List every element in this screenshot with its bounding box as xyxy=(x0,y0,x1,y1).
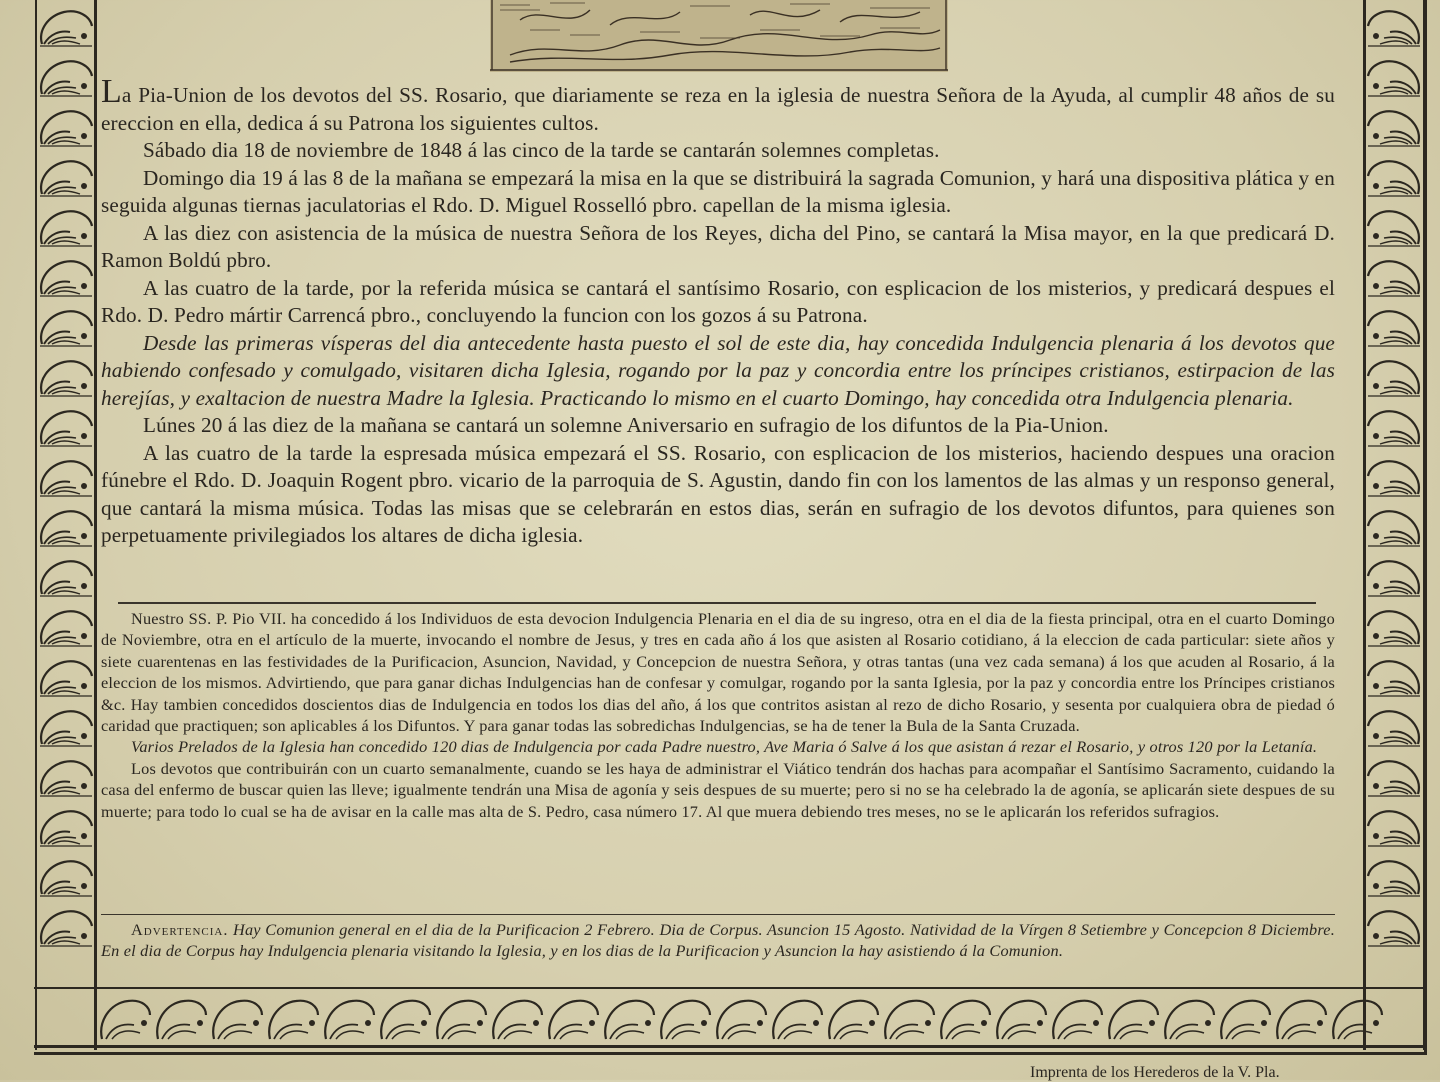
paragraph-monday: Lúnes 20 á las diez de la mañana se cantará un solemne Aniversario en sufragio de los difuntos de la Pia-Union. xyxy=(143,413,1109,437)
printer-credit: Imprenta de los Herederos de la V. Pla. xyxy=(1030,1064,1280,1081)
drop-cap: L xyxy=(101,73,122,110)
note-papal-indulgences: Nuestro SS. P. Pio VII. ha concedido á los Individuos de esta devocion Indulgencia Plenaria en el dia de su ingreso, otra en el dia de la fiesta principal, otra en el cuarto Domingo de Noviembre, otra en el artículo de la muerte, invocando el nombre de Jesus, y tres en cada año á los que asisten al Rosario cotidiano, á la eleccion de cada particular: siete años y siete cuarentenas en las festividades de la Purificacion, Asuncion, Navidad, y Concepcion de nuestra Señora, y otras tantas (una vez cada semana) á los que acuden al Rosario, á la eleccion de los mismos. Advirtiendo, que para ganar dichas Indulgencias han de confesar y comulgar, rogando por la santa Iglesia, por la paz y concordia entre los Príncipes cristianos &c. Hay tambien concedidos doscientos dias de Indulgencia en todos los dias del año, á los que contritos asistan al rezo de dicho Rosario, y sesenta por cualquiera obra de piedad ó caridad que practiquen; son aplicables á los Difuntos. Y para ganar todas las sobredichas Indulgencias, se ha de tener la Bula de la Santa Cruzada. xyxy=(101,609,1335,736)
paragraph-intro: La Pia-Union de los devotos del SS. Rosario, que diariamente se reza en la iglesia de nuestra Señora de la Ayuda, al cumplir 48 años de su ereccion en ella, dedica á su Patrona los siguientes cultos. xyxy=(101,73,1335,135)
paragraph-high-mass: A las diez con asistencia de la música de nuestra Señora de los Reyes, dicha del Pino, se cantará la Misa mayor, en la que predicará D. Ramon Boldú pbro. xyxy=(101,220,1335,272)
main-announcement xyxy=(101,73,1335,550)
notes-section xyxy=(101,608,1335,822)
left-ornamental-border xyxy=(34,0,98,1050)
advertencia-section xyxy=(101,919,1335,962)
paragraph-funeral-oration: A las cuatro de la tarde la espresada música empezará el SS. Rosario, con esplicacion de los misterios, haciendo despues una oracion fúnebre el Rdo. D. Joaquin Rogent pbro. vicario de la parroquia de S. Agustin, dando fin con los lamentos de las almas y un responso general, que cantará la misma música. Todas las misas que se celebrarán en estos dias, serán en sufragio de los devotos difuntos, para quienes son perpetuamente privilegiados los altares de dicha iglesia. xyxy=(101,440,1335,547)
note-contributions: Los devotos que contribuirán con un cuarto semanalmente, cuando se les haya de administrar el Viático tendrán dos hachas para acompañar el Santísimo Sacramento, cuidando la casa del enfermo de buscar quien las lleve; igualmente tendrán una Misa de agonía y seis despues de su muerte; pero si no se ha celebrado la de agonía, se aplicarán siete despues de su muerte; para todo lo cual se ha de avisar en la calle mas alta de S. Pedro, casa número 17. Al que muera debiendo tres meses, no se le aplicarán los referidos sufragios. xyxy=(101,758,1335,821)
paragraph-sunday: Domingo dia 19 á las 8 de la mañana se empezará la misa en la que se distribuirá la sagrada Comunion, y hará una dispositiva plática y en seguida algunas tiernas jaculatorias el Rdo. D. Miguel Rosselló pbro. capellan de la misma iglesia. xyxy=(101,165,1335,217)
paragraph-rosary: A las cuatro de la tarde, por la referida música se cantará el santísimo Rosario, con esplicacion de los misterios, y predicará despues el Rdo. D. Pedro mártir Carrencá pbro., concluyendo la funcion con los gozos á su Patrona. xyxy=(101,275,1335,327)
section-divider xyxy=(118,602,1316,604)
advertencia-label: Advertencia. xyxy=(131,920,229,939)
outer-frame-bottom-rule xyxy=(34,1052,1426,1055)
right-ornamental-border xyxy=(1362,0,1426,1050)
woodcut-illustration xyxy=(490,0,948,72)
paragraph-indulgence: Desde las primeras vísperas del dia antecedente hasta puesto el sol de este dia, hay concedida Indulgencia plenaria á los devotos que habiendo confesado y comulgado, visitaren dicha Iglesia, rogando por la paz y concordia entre los príncipes cristianos, estirpacion de las herejías, y exaltacion de nuestra Madre la Iglesia. Practicando lo mismo en el cuarto Domingo, hay concedida otra Indulgencia plenaria. xyxy=(101,330,1335,410)
bottom-ornamental-border xyxy=(34,985,1426,1049)
advertencia-text: Hay Comunion general en el dia de la Purificacion 2 Febrero. Dia de Corpus. Asuncion 15 Agosto. Natividad de la Vírgen 8 Setiembre y Concepcion 8 Diciembre. En el dia de Corpus hay Indulgencia plenaria visitando la Iglesia, y en los dias de la Purificacion y Asuncion la hay asistiendo á la Comunion. xyxy=(101,920,1336,961)
paragraph-saturday: Sábado dia 18 de noviembre de 1848 á las cinco de la tarde se cantarán solemnes completas. xyxy=(143,138,940,162)
note-prelates: Varios Prelados de la Iglesia han concedido 120 dias de Indulgencia por cada Padre nuestro, Ave Maria ó Salve á los que asistan á rezar el Rosario, y otros 120 por la Letanía. xyxy=(131,737,1318,757)
advert-divider xyxy=(101,914,1335,915)
outer-frame-right-rule xyxy=(1424,0,1427,1055)
